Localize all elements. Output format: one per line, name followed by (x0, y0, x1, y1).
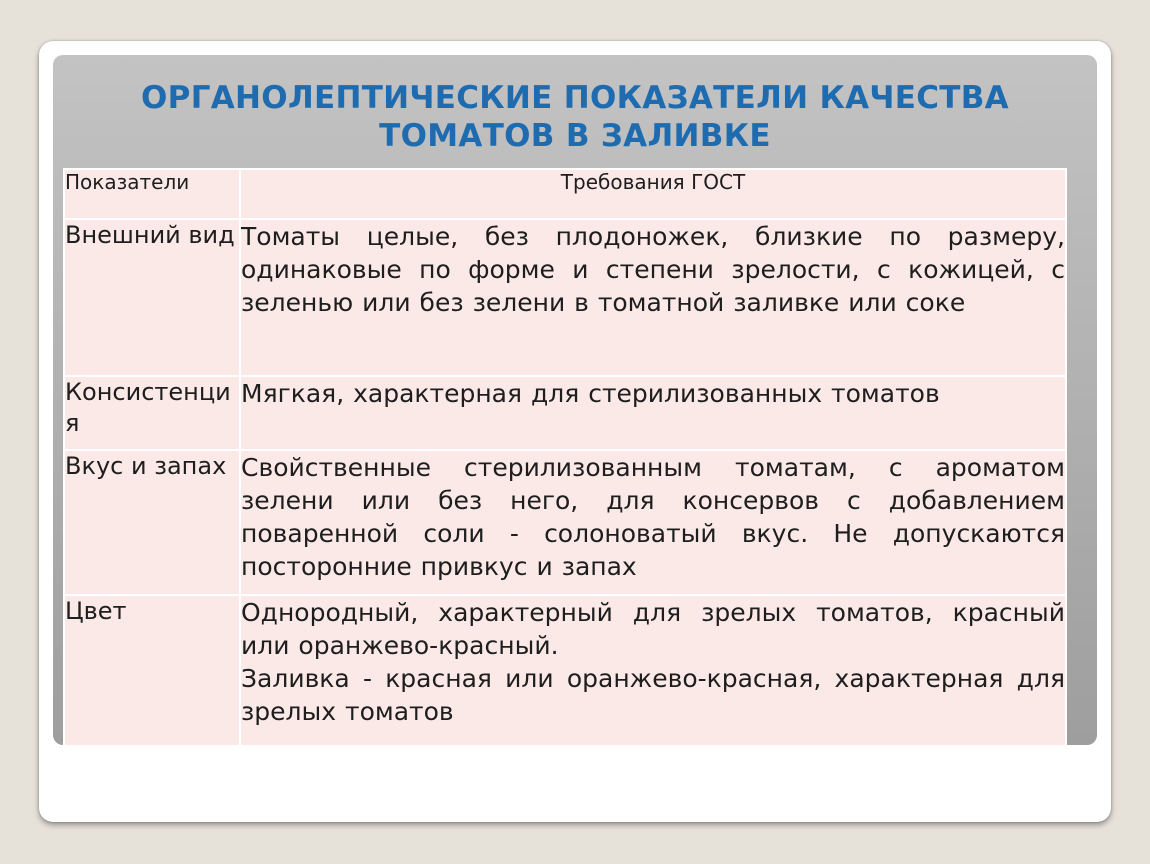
slide-title-line-2: ТОМАТОВ В ЗАЛИВКЕ (379, 118, 771, 154)
requirement-cell: Мягкая, характерная для стерилизованных томатов (240, 376, 1066, 450)
indicator-cell: Консистенция (64, 376, 240, 450)
quality-requirements-table (63, 168, 1067, 745)
table-header-row (64, 169, 1066, 219)
requirement-cell: Томаты целые, без плодоножек, близкие по размеру, одинаковые по форме и степени зрелости, с кожицей, с зеленью или без зелени в томатной заливке или соке (240, 219, 1066, 376)
requirement-cell (240, 595, 1066, 745)
requirement-cell: Свойственные стерилизованным томатам, с ароматом зелени или без него, для консервов с добавлением поваренной соли - солоноватый вкус. Не допускаются посторонние привкус и запах (240, 450, 1066, 595)
requirement-text-product: Однородный, характерный для зрелых томатов, красный или оранжево-красный. (241, 598, 1065, 660)
table-row (64, 450, 1066, 595)
header-gost-requirements: Требования ГОСТ (240, 169, 1066, 219)
header-indicators: Показатели (64, 169, 240, 219)
requirement-text-filling: Заливка - красная или оранжево-красная, характерная для зрелых томатов (241, 664, 1065, 726)
indicator-cell: Внешний вид (64, 219, 240, 376)
indicator-cell: Вкус и запах (64, 450, 240, 595)
content-panel (53, 55, 1097, 745)
indicator-cell: Цвет (64, 595, 240, 745)
table-row (64, 219, 1066, 376)
table-row (64, 595, 1066, 745)
table-row (64, 376, 1066, 450)
slide-title-line-1: ОРГАНОЛЕПТИЧЕСКИЕ ПОКАЗАТЕЛИ КАЧЕСТВА (141, 80, 1009, 116)
slide-title (53, 79, 1097, 155)
